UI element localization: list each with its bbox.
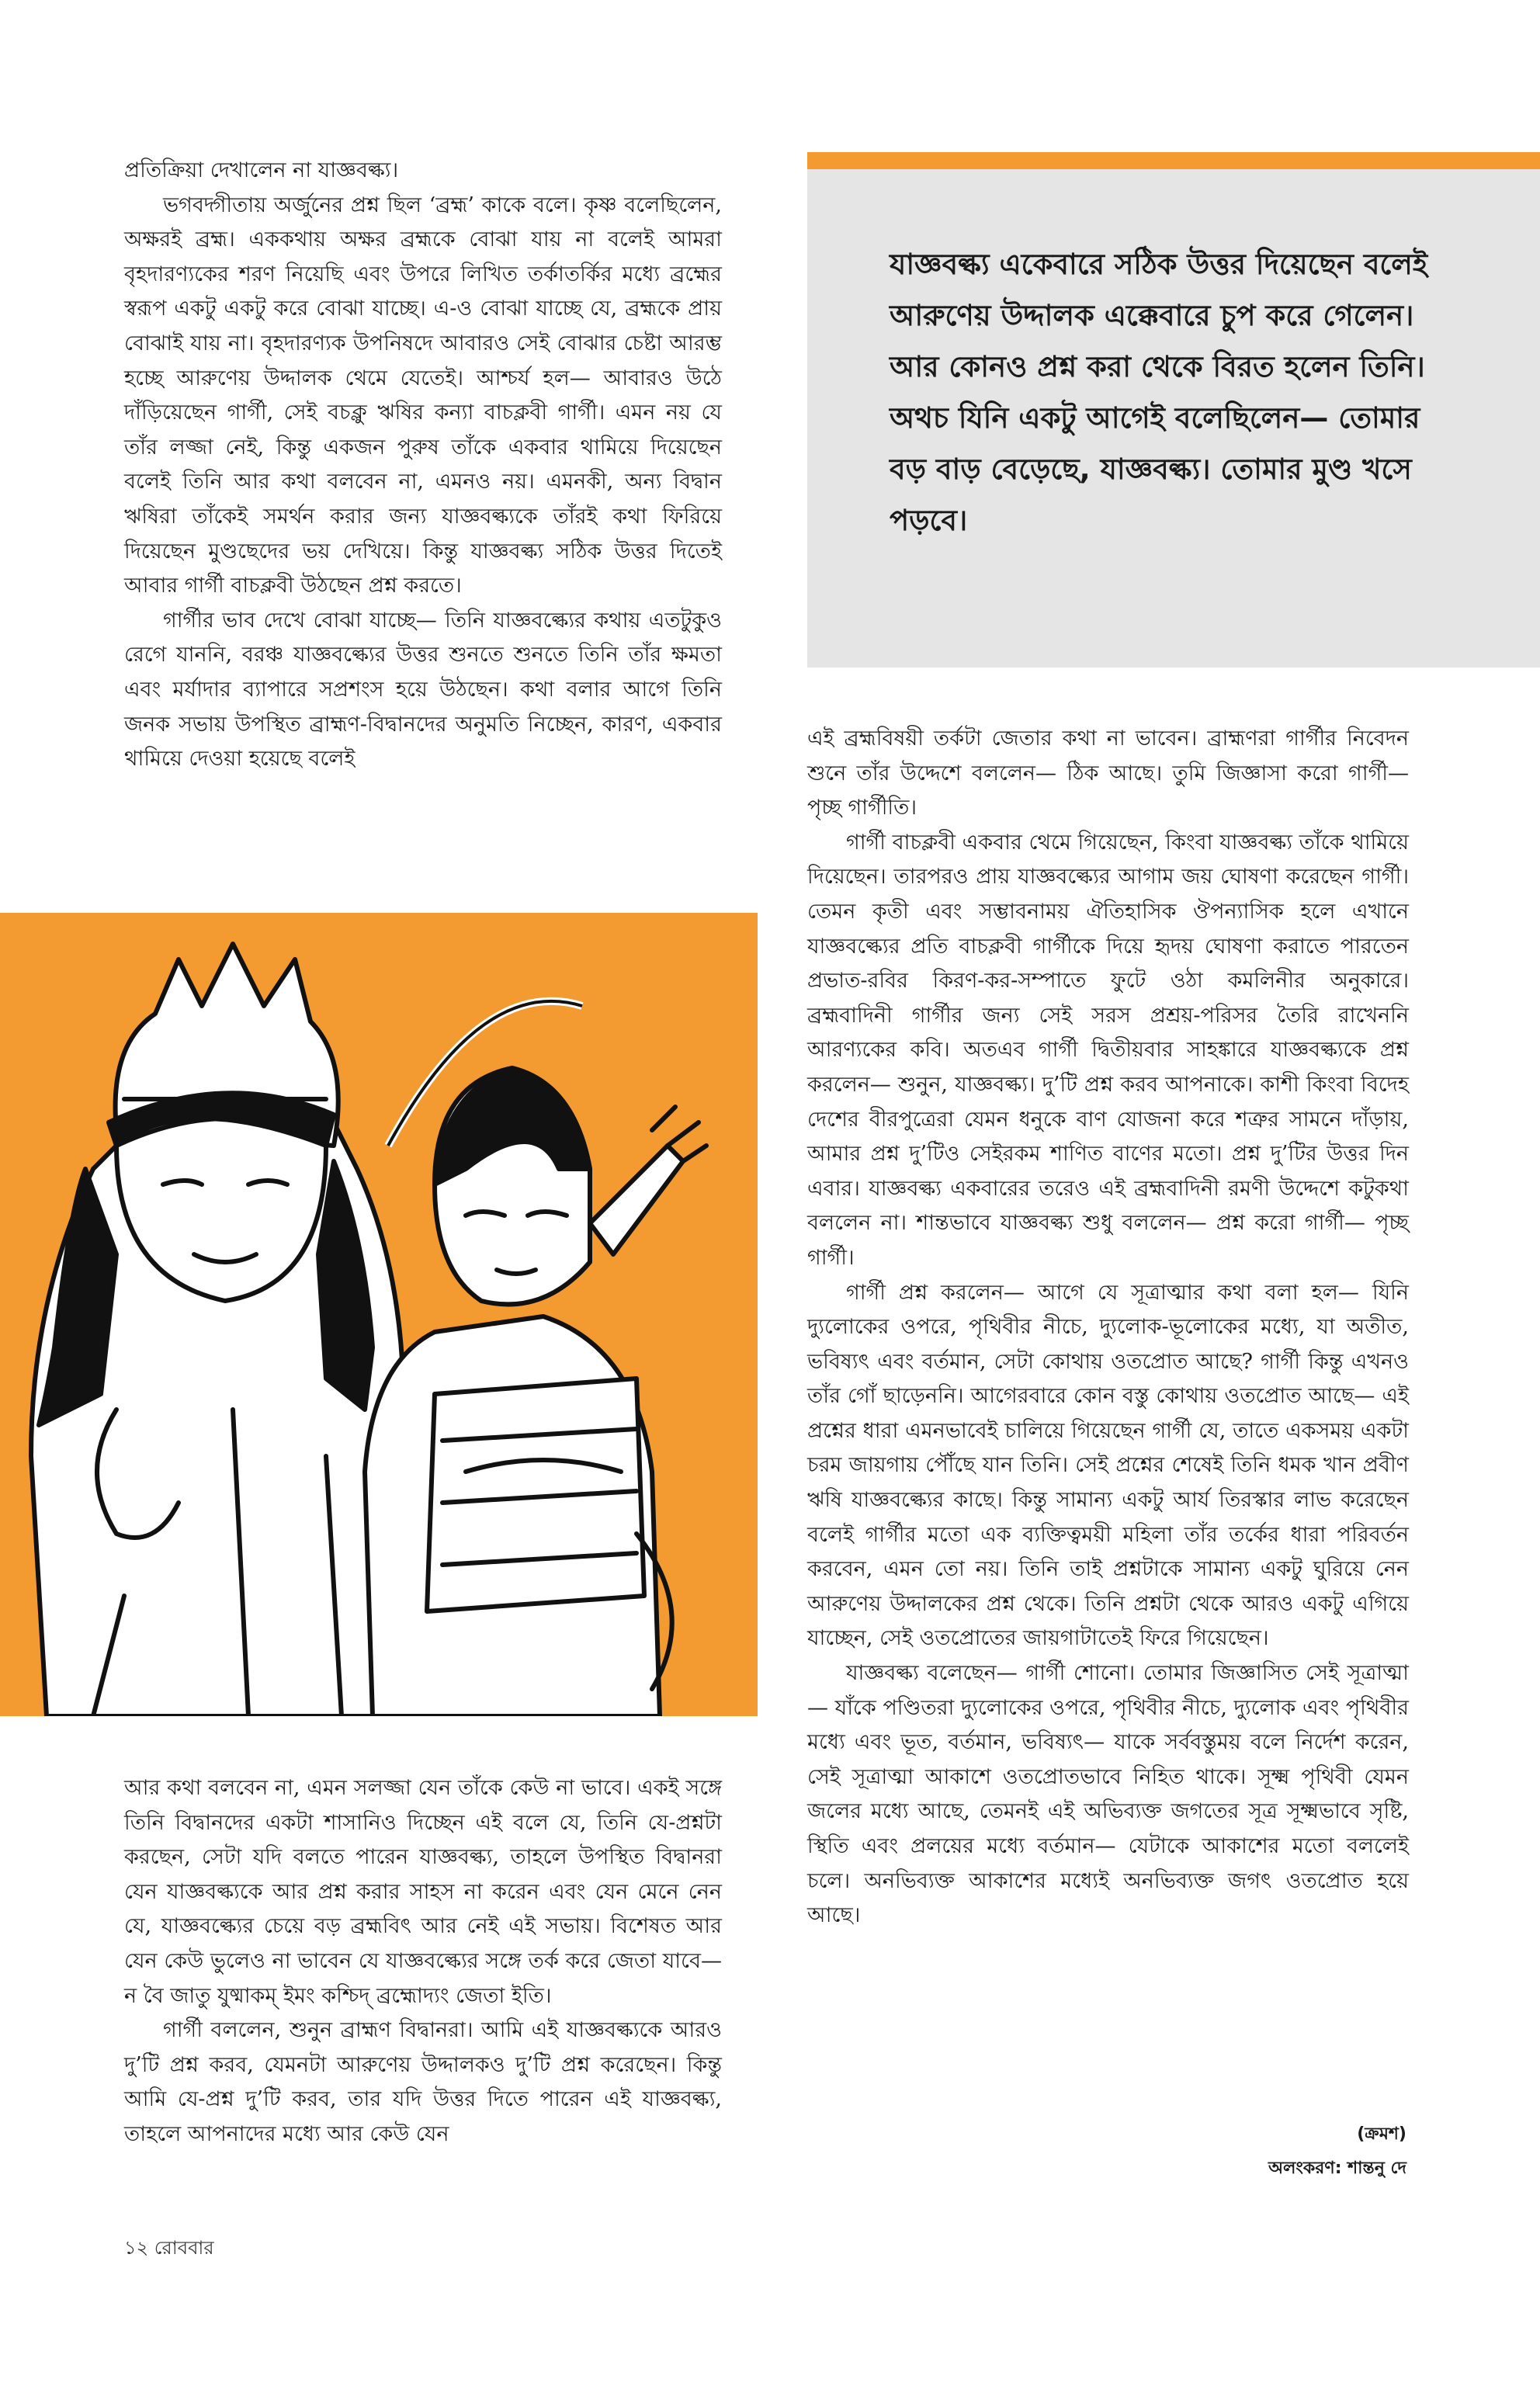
illustrator-credit: অলংকরণ: শান্তনু দে xyxy=(1268,2159,1406,2178)
pull-quote-box xyxy=(807,152,1540,668)
paragraph: ভগবদ্গীতায় অর্জুনের প্রশ্ন ছিল ‘ব্রহ্ম’ কাকে বলে। কৃষ্ণ বলেছিলেন, অক্ষরই ব্রহ্ম। এককথায় অক্ষর ব্রহ্মকে বোঝা যায় না বলেই আমরা বৃহদারণ্যকের শরণ নিয়েছি এবং উপরে লিখিত তর্কাতর্কির মধ্যে ব্রহ্মের স্বরূপ একটু একটু করে বোঝা যাচ্ছে। এ-ও বোঝা যাচ্ছে যে, ব্রহ্মকে প্রায় বোঝাই যায় না। বৃহদারণ্যক উপনিষদে আবারও সেই বোঝার চেষ্টা আরম্ভ হচ্ছে আরুণেয় উদ্দালক থেমে যেতেই। আশ্চর্য হল— আবারও উঠে দাঁড়িয়েছেন গার্গী, সেই বচক্লু ঋষির কন্যা বাচক্লবী গার্গী। এমন নয় যে তাঁর লজ্জা নেই, কিন্তু একজন পুরুষ তাঁকে একবার থামিয়ে দিয়েছেন বলেই তিনি আর কথা বলবেন না, এমনও নয়। এমনকী, অন্য বিদ্বান ঋষিরা তাঁকেই সমর্থন করার জন্য যাজ্ঞবল্ক্যকে তাঁরই কথা ফিরিয়ে দিয়েছেন মুণ্ডছেদের ভয় দেখিয়ে। কিন্তু যাজ্ঞবল্ক্য সঠিক উত্তর দিতেই আবার গার্গী বাচক্লবী উঠছেন প্রশ্ন করতে। xyxy=(124,192,722,598)
pull-quote-text: যাজ্ঞবল্ক্য একেবারে সঠিক উত্তর দিয়েছেন বলেই আরুণেয় উদ্দালক এক্কেবারে চুপ করে গেলেন। আর কোনও প্রশ্ন করা থেকে বিরত হলেন তিনি। অথচ যিনি একটু আগেই বলেছিলেন— তোমার বড় বাড় বেড়েছে, যাজ্ঞবল্ক্য। তোমার মুণ্ড খসে পড়বে। xyxy=(890,248,1428,537)
article-column-left-top xyxy=(124,154,722,777)
article-column-right xyxy=(807,722,1409,1933)
paragraph: প্রতিক্রিয়া দেখালেন না যাজ্ঞবল্ক্য। xyxy=(124,158,399,182)
paragraph: এই ব্রহ্মবিষয়ী তর্কটা জেতার কথা না ভাবেন। ব্রাহ্মণরা গার্গীর নিবেদন শুনে তাঁর উদ্দেশে বললেন— ঠিক আছে। তুমি জিজ্ঞাসা করো গার্গী— পৃচ্ছ গার্গীতি। xyxy=(807,727,1409,820)
illustration xyxy=(0,913,758,1716)
helmeted-figure xyxy=(365,1068,706,1716)
credits xyxy=(1118,2117,1406,2186)
paragraph: গার্গী প্রশ্ন করলেন— আগে যে সূত্রাত্মার কথা বলা হল— যিনি দ্যুলোকের ওপরে, পৃথিবীর নীচে, দ্যুলোক-ভূলোকের মধ্যে, যা অতীত, ভবিষ্যৎ এবং বর্তমান, সেটা কোথায় ওতপ্রোত আছে? গার্গী কিন্তু এখনও তাঁর গোঁ ছাড়েননি। আগেরবারে কোন বস্তু কোথায় ওতপ্রোত আছে— এই প্রশ্নের ধারা এমনভাবেই চালিয়ে গিয়েছেন গার্গী যে, তাতে একসময় একটা চরম জায়গায় পৌঁছে যান তিনি। সেই প্রশ্নের শেষেই তিনি ধমক খান প্রবীণ ঋষি যাজ্ঞবল্ক্যের কাছে। কিন্তু সামান্য একটু আর্য তিরস্কার লাভ করেছেন বলেই গার্গীর মতো এক ব্যক্তিত্বময়ী মহিলা তাঁর তর্কের ধারা পরিবর্তন করবেন, এমন তো নয়। তিনি তাই প্রশ্নটাকে সামান্য একটু ঘুরিয়ে নেন আরুণেয় উদ্দালকের প্রশ্ন থেকে। তিনি প্রশ্নটা থেকে আরও একটু এগিয়ে যাচ্ছেন, সেই ওতপ্রোতের জায়গাটাতেই ফিরে গিয়েছেন। xyxy=(807,1280,1409,1651)
paragraph: গার্গী বললেন, শুনুন ব্রাহ্মণ বিদ্বানরা। আমি এই যাজ্ঞবল্ক্যকে আরও দু’টি প্রশ্ন করব, যেমনটা আরুণেয় উদ্দালকও দু’টি প্রশ্ন করেছেন। কিন্তু আমি যে-প্রশ্ন দু’টি করব, তার যদি উত্তর দিতে পারেন এই যাজ্ঞবল্ক্য, তাহলে আপনাদের মধ্যে আর কেউ যেন xyxy=(124,2018,722,2146)
illustration-drawing xyxy=(0,913,758,1716)
crowned-figure xyxy=(31,944,419,1716)
article-column-left-bottom xyxy=(124,1771,722,2152)
paragraph: যাজ্ঞবল্ক্য বলেছেন— গার্গী শোনো। তোমার জিজ্ঞাসিত সেই সূত্রাত্মা— যাঁকে পণ্ডিতরা দ্যুলোকের ওপরে, পৃথিবীর নীচে, দ্যুলোক এবং পৃথিবীর মধ্যে এবং ভূত, বর্তমান, ভবিষ্যৎ— যাকে সর্ববস্তুময় বলে নির্দেশ করেন, সেই সূত্রাত্মা আকাশে ওতপ্রোতভাবে নিহিত থাকে। সূক্ষ্ম পৃথিবী যেমন জলের মধ্যে আছে, তেমনই এই অভিব্যক্ত জগতের সূত্র সূক্ষ্মভাবে সৃষ্টি, স্থিতি এবং প্রলয়ের মধ্যে বর্তমান— যেটাকে আকাশের মতো বললেই চলে। অনভিব্যক্ত আকাশের মধ্যেই অনভিব্যক্ত জগৎ ওতপ্রোত হয়ে আছে। xyxy=(807,1661,1409,1928)
paragraph: আর কথা বলবেন না, এমন সলজ্জা যেন তাঁকে কেউ না ভাবে। একই সঙ্গে তিনি বিদ্বানদের একটা শাসানিও দিচ্ছেন এই বলে যে, তিনি যে-প্রশ্নটা করছেন, সেটা যদি বলতে পারেন যাজ্ঞবল্ক্য, তাহলে উপস্থিত বিদ্বানরা যেন যাজ্ঞবল্ক্যকে আর প্রশ্ন করার সাহস না করেন এবং যেন মেনে নেন যে, যাজ্ঞবল্ক্যের চেয়ে বড় ব্রহ্মবিৎ আর নেই এই সভায়। বিশেষত আর যেন কেউ ভুলেও না ভাবেন যে যাজ্ঞবল্ক্যের সঙ্গে তর্ক করে জেতা যাবে— ন বৈ জাতু যুষ্মাকম্ ইমং কশ্চিদ্ ব্রহ্মোদ্যং জেতা ইতি। xyxy=(124,1776,722,2008)
paragraph: গার্গীর ভাব দেখে বোঝা যাচ্ছে— তিনি যাজ্ঞবল্ক্যের কথায় এতটুকুও রেগে যাননি, বরঞ্চ যাজ্ঞবল্ক্যের উত্তর শুনতে শুনতে তিনি তাঁর ক্ষমতা এবং মর্যাদার ব্যাপারে সপ্রশংস হয়ে উঠছেন। কথা বলার আগে তিনি জনক সভায় উপস্থিত ব্রাহ্মণ-বিদ্বানদের অনুমতি নিচ্ছেন, কারণ, একবার থামিয়ে দেওয়া হয়েছে বলেই xyxy=(124,608,722,772)
continued-label: (ক্রমশ) xyxy=(1357,2124,1406,2144)
page-footer: ১২ রোববার xyxy=(124,2237,214,2259)
paragraph: গার্গী বাচক্লবী একবার থেমে গিয়েছেন, কিংবা যাজ্ঞবল্ক্য তাঁকে থামিয়ে দিয়েছেন। তারপরও প্রায় যাজ্ঞবল্ক্যের আগাম জয় ঘোষণা করেছেন গার্গী। তেমন কৃতী এবং সম্ভাবনাময় ঐতিহাসিক ঔপন্যাসিক হলে এখানে যাজ্ঞবল্ক্যের প্রতি বাচক্লবী গার্গীকে দিয়ে হৃদয় ঘোষণা করাতে পারতেন প্রভাত-রবির কিরণ-কর-সম্পাতে ফুটে ওঠা কমলিনীর অনুকারে। ব্রহ্মবাদিনী গার্গীর জন্য সেই সরস প্রশ্রয়-পরিসর তৈরি রাখেননি আরণ্যকের কবি। অতএব গার্গী দ্বিতীয়বার সাহঙ্কারে যাজ্ঞবল্ক্যকে প্রশ্ন করলেন— শুনুন, যাজ্ঞবল্ক্য। দু’টি প্রশ্ন করব আপনাকে। কাশী কিংবা বিদেহ দেশের বীরপুত্রেরা যেমন ধনুকে বাণ যোজনা করে শত্রুর সামনে দাঁড়ায়, আমার প্রশ্ন দু’টিও সেইরকম শাণিত বাণের মতো। প্রশ্ন দু’টির উত্তর দিন এবার। যাজ্ঞবল্ক্য একবারের তরেও এই ব্রহ্মবাদিনী রমণী উদ্দেশে কটুকথা বললেন না। শান্তভাবে যাজ্ঞবল্ক্য শুধু বললেন— প্রশ্ন করো গার্গী— পৃচ্ছ গার্গী। xyxy=(807,830,1409,1270)
